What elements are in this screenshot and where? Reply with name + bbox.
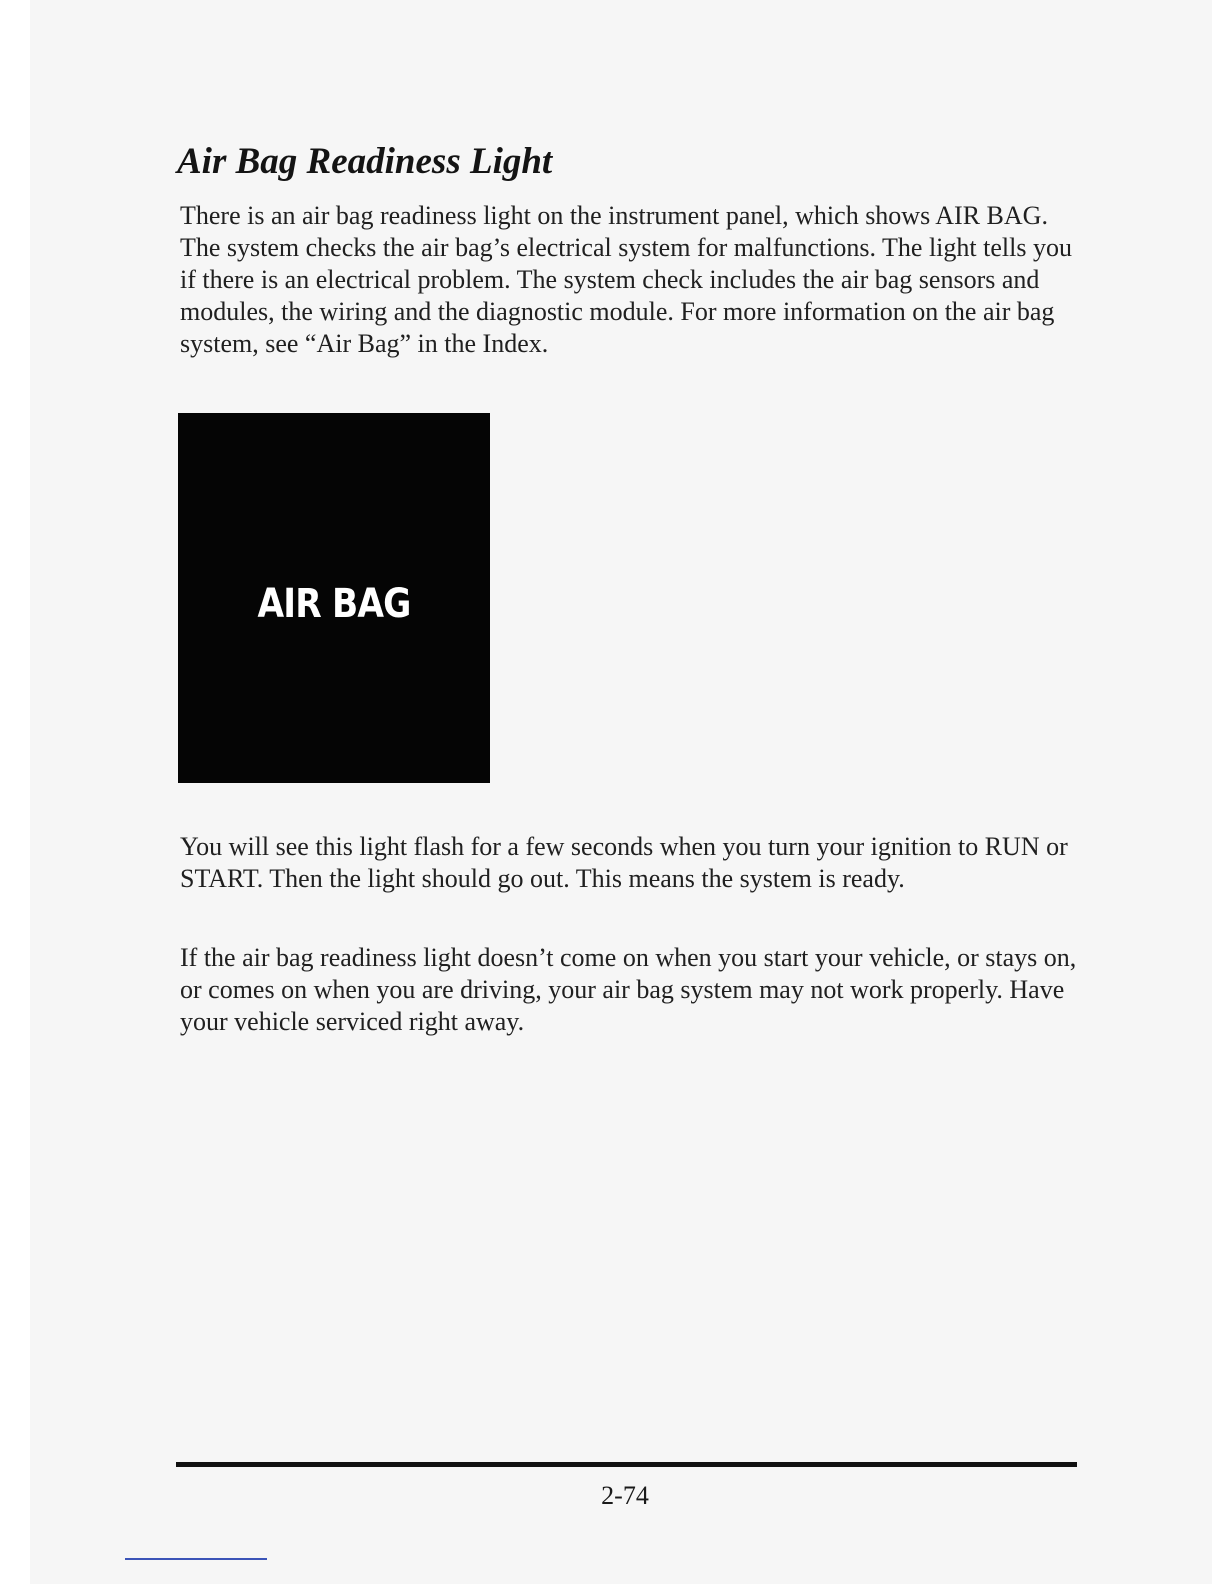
intro-paragraph: There is an air bag readiness light on the instrument panel, which shows AIR BAG. The system checks the air bag’s electrical system for malfunctions. The light tells you if there is an electrical problem. The system check includes the air bag sensors and modules, the wiring and the diagnostic module. For more information on the air bag system, see “Air Bag” in the Index. <box>180 201 1072 358</box>
warning-paragraph: If the air bag readiness light doesn’t come on when you start your vehicle, or stays on, or comes on when you are driving, your air bag system may not work properly. Have your vehicle serviced right away. <box>180 943 1077 1036</box>
flash-paragraph: You will see this light flash for a few seconds when you turn your ignition to RUN or START. Then the light should go out. This means the system is ready. <box>180 832 1068 893</box>
air-bag-indicator-label: AIR BAG <box>257 581 411 627</box>
air-bag-indicator-image <box>178 413 490 783</box>
bottom-divider <box>125 1558 267 1560</box>
page-number: 2-74 <box>601 1481 649 1510</box>
footer-rule <box>176 1462 1077 1467</box>
section-title: Air Bag Readiness Light <box>177 141 553 182</box>
